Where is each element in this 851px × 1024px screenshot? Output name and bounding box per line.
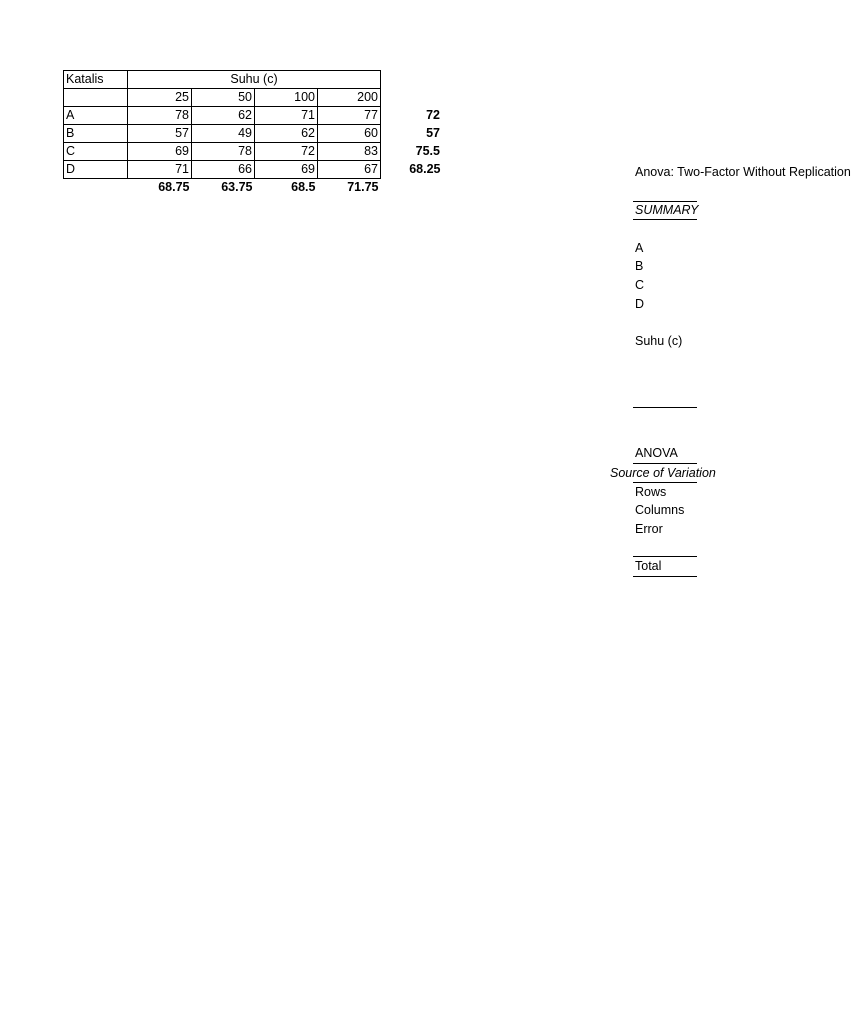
row-label: B bbox=[64, 125, 128, 143]
table-row bbox=[64, 125, 443, 143]
suhu-header: Suhu (c) bbox=[128, 71, 381, 89]
column-mean: 68.5 bbox=[291, 180, 316, 194]
summary-group2-label: Suhu (c) bbox=[635, 334, 683, 348]
anova-source-label: Rows bbox=[635, 485, 667, 499]
summary-row-label: C bbox=[635, 278, 645, 292]
temp-cell: 50 bbox=[192, 89, 255, 107]
data-cell: 57 bbox=[128, 125, 192, 143]
anova-top-rule bbox=[633, 463, 697, 464]
row-label: A bbox=[64, 107, 128, 125]
data-cell: 60 bbox=[318, 125, 381, 143]
table-row bbox=[64, 107, 443, 125]
data-cell: 67 bbox=[318, 161, 381, 179]
data-cell: 72 bbox=[255, 143, 318, 161]
anova-source-label: Columns bbox=[635, 503, 685, 517]
temp-cell: 100 bbox=[255, 89, 318, 107]
summary-row-label: B bbox=[635, 259, 644, 273]
data-cell: 49 bbox=[192, 125, 255, 143]
anova-title: Anova: Two-Factor Without Replication bbox=[635, 165, 851, 179]
data-cell: 66 bbox=[192, 161, 255, 179]
temp-cell: 25 bbox=[128, 89, 192, 107]
temp-cell: 200 bbox=[318, 89, 381, 107]
data-cell: 78 bbox=[192, 143, 255, 161]
summary-row-label: A bbox=[635, 241, 644, 255]
table-header-row bbox=[64, 71, 443, 89]
source-of-variation-header: Source of Variation bbox=[610, 466, 716, 480]
row-mean: 72 bbox=[426, 108, 440, 122]
anova-header: ANOVA bbox=[635, 446, 678, 460]
data-cell: 71 bbox=[255, 107, 318, 125]
data-cell: 69 bbox=[128, 143, 192, 161]
summary-row-label: D bbox=[635, 297, 645, 311]
column-mean: 71.75 bbox=[347, 180, 379, 194]
row-mean: 68.25 bbox=[409, 162, 441, 176]
row-mean: 75.5 bbox=[415, 144, 440, 158]
anova-source-label: Error bbox=[635, 522, 663, 536]
summary-header: SUMMARY bbox=[635, 203, 699, 217]
data-cell: 77 bbox=[318, 107, 381, 125]
total-top-rule bbox=[633, 556, 697, 557]
data-cell: 83 bbox=[318, 143, 381, 161]
catalyst-temperature-table bbox=[63, 70, 443, 196]
column-means-row bbox=[64, 179, 443, 197]
temperature-row bbox=[64, 89, 443, 107]
data-cell: 62 bbox=[255, 125, 318, 143]
anova-header-rule bbox=[633, 482, 697, 483]
summary-bottom-rule bbox=[633, 407, 697, 408]
data-cell: 78 bbox=[128, 107, 192, 125]
summary-header-rule bbox=[633, 219, 697, 220]
anova-total-label: Total bbox=[635, 559, 662, 573]
table-row bbox=[64, 143, 443, 161]
column-mean: 63.75 bbox=[221, 180, 253, 194]
row-label: C bbox=[64, 143, 128, 161]
data-cell: 69 bbox=[255, 161, 318, 179]
data-cell: 62 bbox=[192, 107, 255, 125]
anova-bottom-rule bbox=[633, 576, 697, 577]
katalis-header: Katalis bbox=[64, 71, 128, 89]
column-mean: 68.75 bbox=[158, 180, 190, 194]
row-mean: 57 bbox=[426, 126, 440, 140]
table-row bbox=[64, 161, 443, 179]
row-label: D bbox=[64, 161, 128, 179]
data-cell: 71 bbox=[128, 161, 192, 179]
anova-output-panel bbox=[600, 0, 851, 600]
